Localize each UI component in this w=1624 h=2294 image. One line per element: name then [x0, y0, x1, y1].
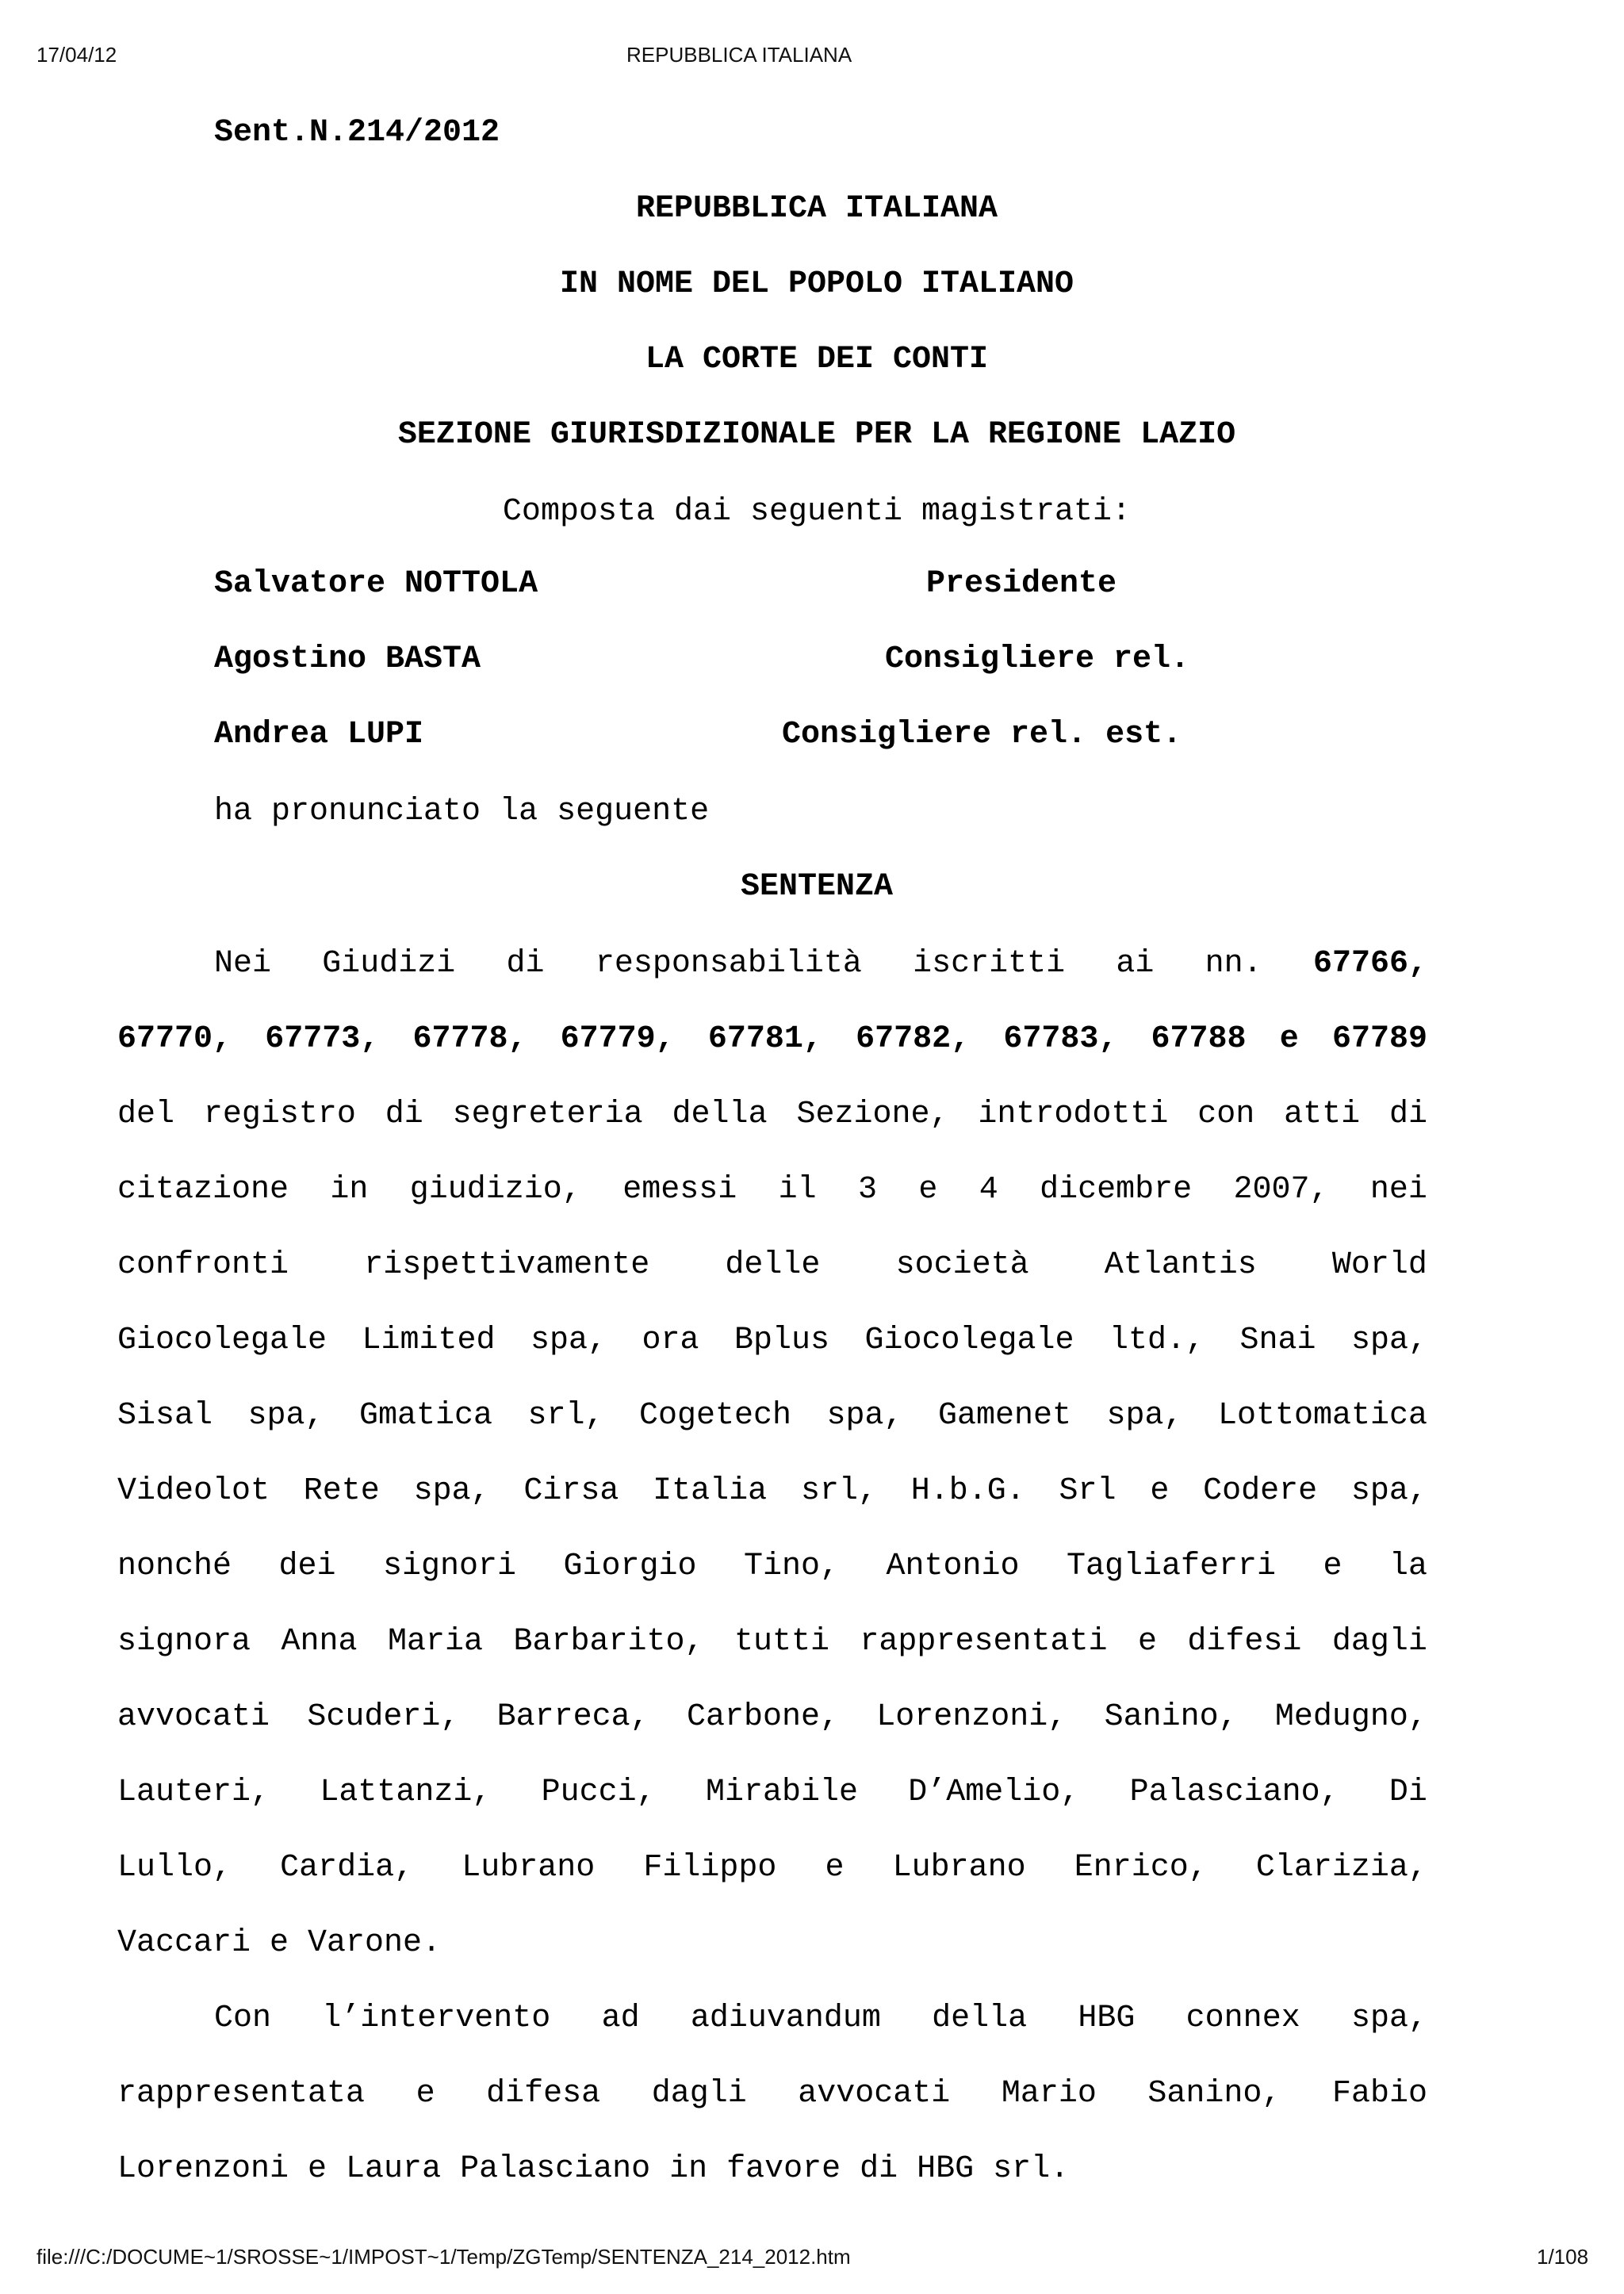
word: Giocolegale	[864, 1323, 1074, 1358]
word: Gamenet	[937, 1398, 1071, 1434]
p1-line-1	[214, 948, 1427, 980]
case-number: 67773,	[265, 1021, 380, 1057]
word: Enrico,	[1074, 1850, 1208, 1886]
word: Carbone,	[686, 1699, 839, 1735]
case-number: 67770,	[117, 1021, 232, 1057]
word: nei	[1369, 1172, 1427, 1208]
p1-line-3	[117, 1099, 1427, 1131]
word: nn.	[1205, 946, 1262, 982]
case-number: 67779,	[560, 1021, 675, 1057]
word: Nei	[214, 946, 272, 982]
word: difesi	[1187, 1624, 1302, 1660]
word: Fabio	[1331, 2076, 1427, 2112]
word: dagli	[651, 2076, 747, 2112]
word: Lorenzoni,	[876, 1699, 1067, 1735]
word: Lubrano	[892, 1850, 1026, 1886]
word: Palasciano,	[1129, 1775, 1339, 1810]
word: Codere	[1203, 1473, 1318, 1509]
word: 4	[979, 1172, 998, 1208]
word: Scuderi,	[307, 1699, 460, 1735]
word: in	[330, 1172, 369, 1208]
p1-line-4	[117, 1174, 1427, 1206]
word: Giorgio	[563, 1549, 697, 1584]
print-title: REPUBBLICA ITALIANA	[626, 43, 852, 67]
word: delle	[725, 1247, 821, 1283]
word: e	[1279, 1021, 1299, 1057]
word: Cirsa	[523, 1473, 619, 1509]
word: la	[1388, 1549, 1427, 1584]
sentence-title: SENTENZA	[740, 869, 894, 905]
word: Atlantis	[1104, 1247, 1257, 1283]
word: registro	[203, 1097, 356, 1132]
word: ad	[601, 2001, 640, 2036]
word: Sisal	[117, 1398, 213, 1434]
word: Videolot	[117, 1473, 270, 1509]
word: spa,	[1350, 1473, 1427, 1509]
word: ltd.,	[1109, 1323, 1205, 1358]
case-number: 67782,	[856, 1021, 971, 1057]
word: dicembre	[1040, 1172, 1193, 1208]
word: e	[825, 1850, 845, 1886]
word: Cardia,	[280, 1850, 414, 1886]
word: Con	[214, 2001, 272, 2036]
magistrate-role-3: Consigliere rel. est.	[782, 717, 1182, 753]
word: Lattanzi,	[320, 1775, 492, 1810]
word: nonché	[117, 1549, 232, 1584]
word: segreteria	[452, 1097, 643, 1132]
word: 2007,	[1233, 1172, 1329, 1208]
word: confronti	[117, 1247, 289, 1283]
word: spa,	[1106, 1398, 1183, 1434]
word: di	[1388, 1097, 1427, 1132]
composed-text: Composta dai seguenti magistrati:	[502, 494, 1132, 530]
p1-line-10	[117, 1626, 1427, 1658]
word: Cogetech	[638, 1398, 791, 1434]
word: Lottomatica	[1217, 1398, 1427, 1434]
p2-line-3: Lorenzoni e Laura Palasciano in favore di HBG srl.	[117, 2151, 1070, 2187]
word: società	[895, 1247, 1029, 1283]
word: e	[918, 1172, 938, 1208]
word: giudizio,	[409, 1172, 581, 1208]
word: HBG	[1078, 2001, 1136, 2036]
word: emessi	[622, 1172, 737, 1208]
word: della	[672, 1097, 768, 1132]
heading-court: LA CORTE DEI CONTI	[645, 342, 989, 377]
p1-line-5	[117, 1247, 1427, 1283]
word: Giocolegale	[117, 1323, 327, 1358]
word: spa,	[1350, 1323, 1427, 1358]
word: Lubrano	[462, 1850, 596, 1886]
sentence-number: Sent.N.214/2012	[214, 115, 500, 151]
p2-line-1	[214, 2003, 1427, 2035]
word: Bplus	[733, 1323, 830, 1358]
case-number: 67766,	[1312, 946, 1427, 982]
word: spa,	[247, 1398, 324, 1434]
word: signora	[117, 1624, 251, 1660]
magistrate-name-3: Andrea LUPI	[214, 717, 424, 753]
word: avvocati	[798, 2076, 951, 2112]
p1-line-9	[117, 1551, 1427, 1583]
case-number: 67789	[1331, 1021, 1427, 1057]
word: Snai	[1239, 1323, 1316, 1358]
word: Tagliaferri	[1066, 1549, 1277, 1584]
word: rappresentata	[117, 2076, 366, 2112]
word: tutti	[733, 1624, 829, 1660]
magistrate-name-1: Salvatore NOTTOLA	[214, 566, 538, 602]
print-file-path: file:///C:/DOCUME~1/SROSSE~1/IMPOST~1/Temp/ZGTemp/SENTENZA_214_2012.htm	[36, 2245, 851, 2269]
word: Lullo,	[117, 1850, 232, 1886]
word: 3	[857, 1172, 877, 1208]
word: Maria	[387, 1624, 483, 1660]
word: srl,	[800, 1473, 877, 1509]
word: atti	[1284, 1097, 1361, 1132]
word: introdotti	[978, 1097, 1169, 1132]
word: Tino,	[743, 1549, 840, 1584]
p1-line-2	[117, 1021, 1427, 1057]
word: connex	[1185, 2001, 1300, 2036]
word: l’intervento	[322, 2001, 551, 2036]
p1-line-12	[117, 1777, 1427, 1809]
word: Di	[1388, 1775, 1427, 1810]
case-number: 67783,	[1003, 1021, 1118, 1057]
print-date: 17/04/12	[36, 43, 117, 67]
word: di	[506, 946, 545, 982]
word: Antonio	[886, 1549, 1020, 1584]
p1-line-7	[117, 1400, 1427, 1432]
word: Barbarito,	[513, 1624, 704, 1660]
p1-line-6	[117, 1325, 1427, 1357]
word: Clarizia,	[1255, 1850, 1427, 1886]
word: di	[385, 1097, 423, 1132]
word: con	[1197, 1097, 1255, 1132]
heading-section: SEZIONE GIURISDIZIONALE PER LA REGIONE LAZIO	[397, 417, 1236, 453]
word: ora	[642, 1323, 699, 1358]
word: Lauteri,	[117, 1775, 270, 1810]
word: iscritti	[913, 946, 1066, 982]
word: e	[1323, 1549, 1342, 1584]
word: Italia	[653, 1473, 768, 1509]
word: Mario	[1001, 2076, 1097, 2112]
word: Srl	[1059, 1473, 1116, 1509]
word: World	[1331, 1247, 1427, 1283]
case-number: 67788	[1151, 1021, 1247, 1057]
word: Gmatica	[358, 1398, 493, 1434]
word: spa,	[826, 1398, 903, 1434]
word: H.b.G.	[910, 1473, 1025, 1509]
p1-line-13	[117, 1852, 1427, 1884]
word: Sanino,	[1104, 1699, 1238, 1735]
word: dagli	[1331, 1624, 1427, 1660]
case-number: 67778,	[412, 1021, 527, 1057]
word: Medugno,	[1274, 1699, 1427, 1735]
word: D’Amelio,	[908, 1775, 1080, 1810]
word: signori	[382, 1549, 517, 1584]
word: il	[778, 1172, 817, 1208]
word: rispettivamente	[364, 1247, 650, 1283]
word: e	[1137, 1624, 1157, 1660]
case-number: 67781,	[707, 1021, 822, 1057]
heading-republic: REPUBBLICA ITALIANA	[635, 191, 998, 227]
word: dei	[278, 1549, 336, 1584]
word: spa,	[530, 1323, 607, 1358]
word: difesa	[486, 2076, 601, 2112]
pronounced-text: ha pronunciato la seguente	[214, 794, 710, 829]
magistrate-role-2: Consigliere rel.	[885, 641, 1190, 677]
heading-people: IN NOME DEL POPOLO ITALIANO	[559, 266, 1074, 302]
word: e	[416, 2076, 435, 2112]
word: Anna	[281, 1624, 358, 1660]
p1-line-8	[117, 1473, 1427, 1509]
word: rappresentati	[860, 1624, 1108, 1660]
word: della	[932, 2001, 1028, 2036]
magistrate-name-2: Agostino BASTA	[214, 641, 481, 677]
word: e	[1150, 1473, 1170, 1509]
print-page-number: 1/108	[1537, 2245, 1589, 2269]
word: Mirabile	[705, 1775, 858, 1810]
word: Barreca,	[496, 1699, 649, 1735]
word: Sezione,	[796, 1097, 949, 1132]
word: adiuvandum	[690, 2001, 881, 2036]
word: del	[117, 1097, 175, 1132]
word: responsabilità	[595, 946, 862, 982]
word: Filippo	[643, 1850, 777, 1886]
word: Giudizi	[322, 946, 456, 982]
word: Pucci,	[541, 1775, 656, 1810]
word: citazione	[117, 1172, 289, 1208]
word: Limited	[362, 1323, 496, 1358]
magistrate-role-1: Presidente	[926, 566, 1117, 602]
p1-line-11	[117, 1699, 1427, 1735]
word: avvocati	[117, 1699, 270, 1735]
word: Rete	[303, 1473, 380, 1509]
word: spa,	[413, 1473, 490, 1509]
word: spa,	[1350, 2001, 1427, 2036]
p1-line-14: Vaccari e Varone.	[117, 1925, 442, 1961]
word: srl,	[527, 1398, 604, 1434]
word: ai	[1116, 946, 1155, 982]
word: Sanino,	[1147, 2076, 1281, 2112]
p2-line-2	[117, 2078, 1427, 2110]
